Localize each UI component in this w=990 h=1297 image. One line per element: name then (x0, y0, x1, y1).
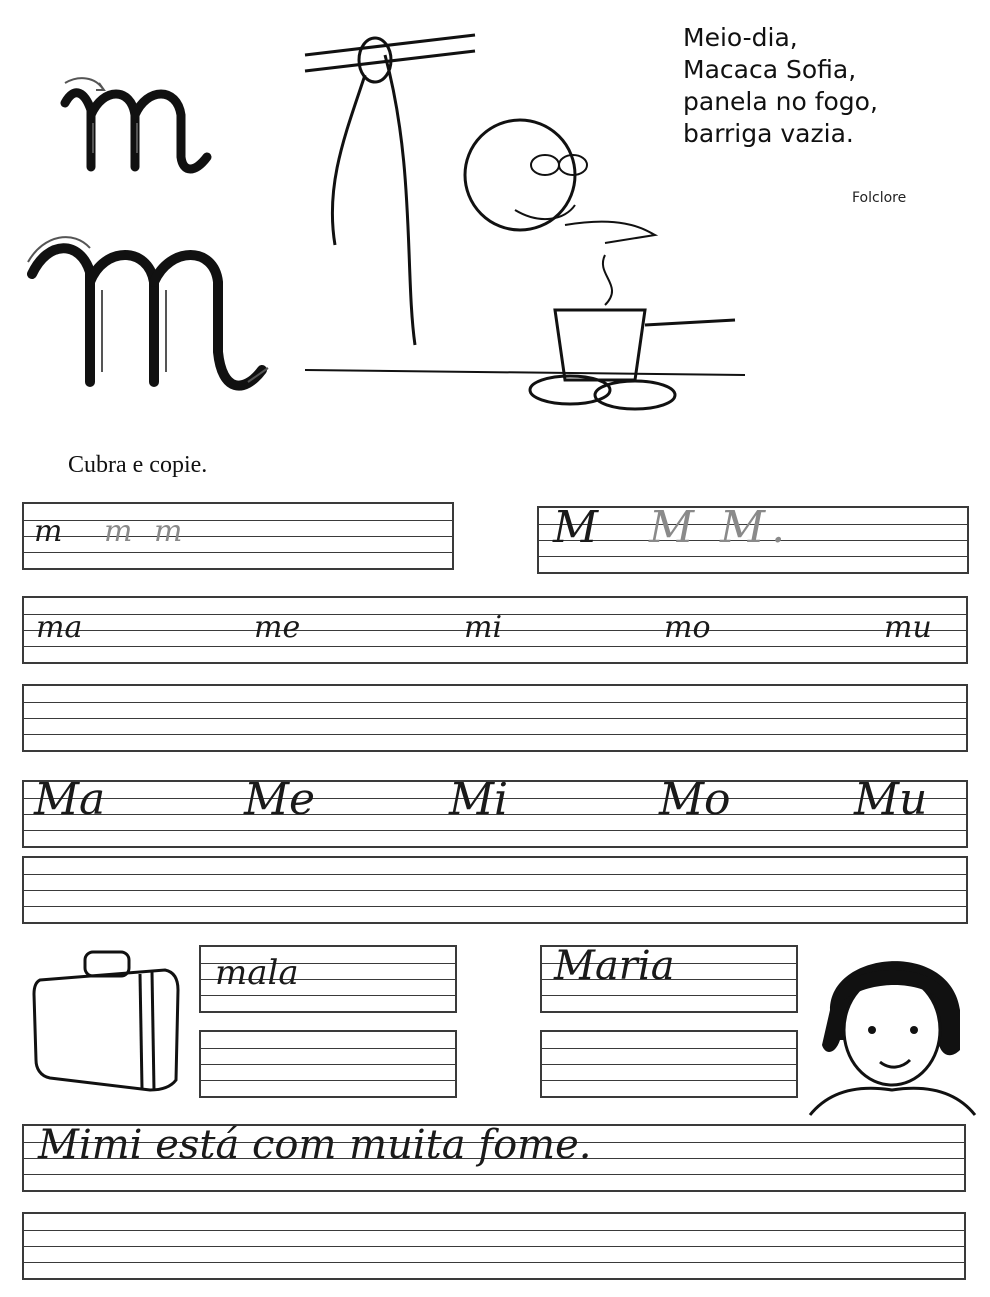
model-text: M (553, 502, 599, 553)
word-model: mala (215, 953, 299, 993)
syllable: mo (664, 610, 711, 645)
writing-row-syllables-upper[interactable] (22, 774, 968, 848)
poem-line: barriga vazia. (683, 119, 854, 148)
writing-box-mala[interactable] (199, 945, 457, 1013)
writing-box-uppercase-m[interactable] (537, 502, 969, 574)
writing-row-blank[interactable] (22, 856, 968, 924)
trace-text: M M. (649, 502, 792, 553)
writing-box-lowercase-m[interactable] (22, 502, 454, 570)
writing-row-sentence[interactable] (22, 1124, 966, 1192)
syllable: mu (884, 610, 932, 645)
syllable: Mo (659, 774, 731, 825)
poem-credit: Folclore (852, 190, 907, 206)
poem-line: Macaca Sofia, (683, 55, 857, 84)
syllable: ma (36, 610, 83, 645)
letter-m-uppercase-model (18, 232, 288, 407)
writing-box-mala-copy[interactable] (199, 1030, 457, 1098)
model-text: m (34, 514, 63, 549)
writing-row-blank[interactable] (22, 1212, 966, 1280)
suitcase-illustration (30, 950, 185, 1095)
poem-line: panela no fogo, (683, 87, 878, 116)
word-model: Maria (554, 943, 675, 989)
monkey-cooking-illustration (305, 15, 745, 410)
syllable: Mu (854, 774, 928, 825)
girl-portrait-illustration (810, 940, 975, 1115)
syllable: Me (244, 774, 316, 825)
instruction-text: Cubra e copie. (68, 452, 208, 478)
letter-m-lowercase-model (55, 75, 225, 185)
syllable: mi (464, 610, 503, 645)
syllable: me (254, 610, 301, 645)
poem (683, 22, 878, 150)
writing-row-syllables-lower[interactable] (22, 596, 968, 664)
trace-text: m m (104, 514, 189, 549)
poem-line: Meio-dia, (683, 23, 798, 52)
sentence-model: Mimi está com muita fome. (38, 1122, 592, 1168)
writing-box-maria[interactable] (540, 945, 798, 1013)
syllable: Mi (449, 774, 509, 825)
syllable: Ma (34, 774, 106, 825)
writing-box-maria-copy[interactable] (540, 1030, 798, 1098)
writing-row-blank[interactable] (22, 684, 968, 752)
